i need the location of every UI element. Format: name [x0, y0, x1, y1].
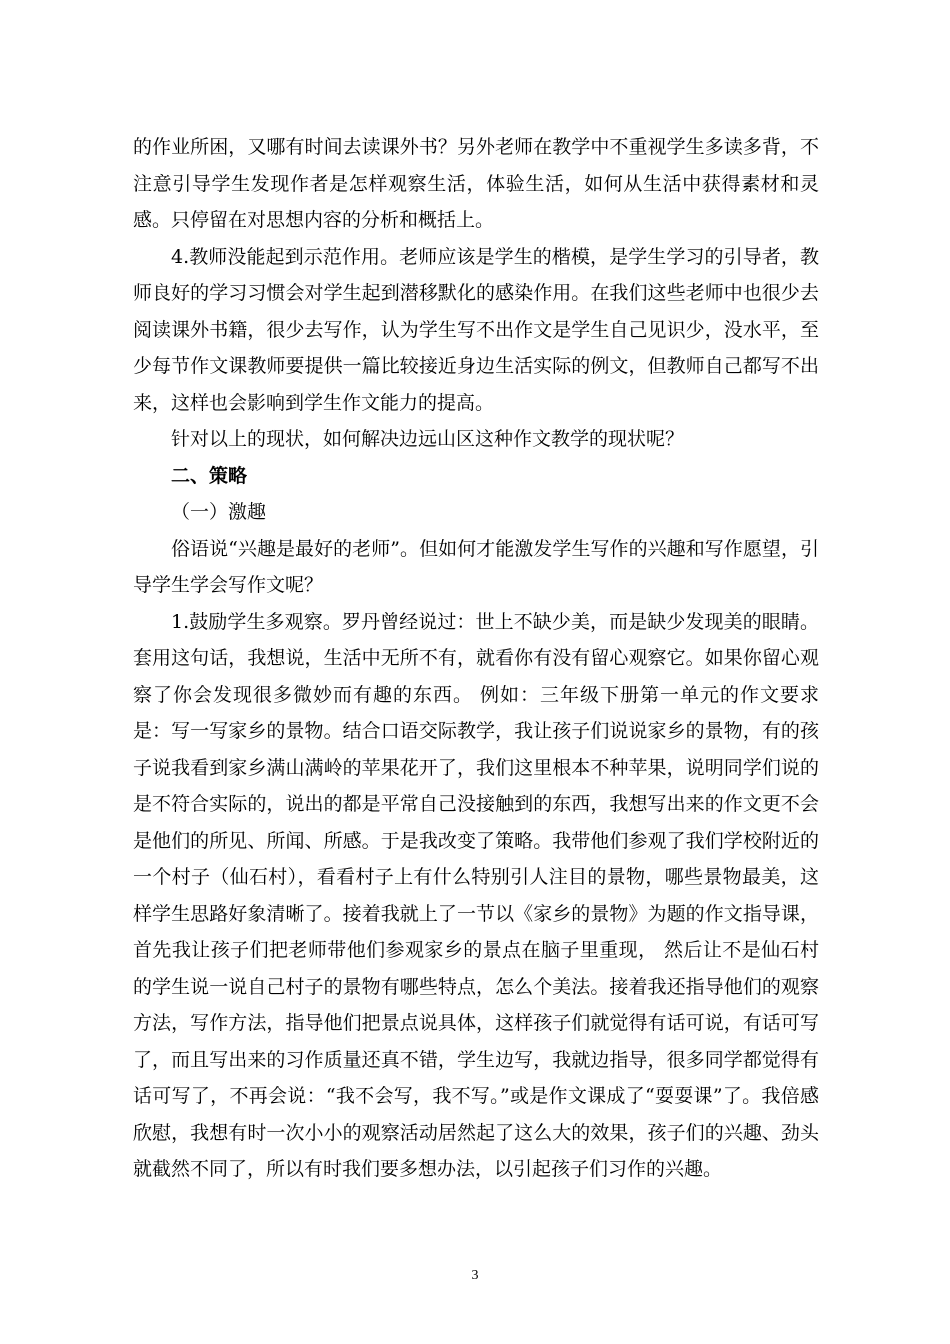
paragraph-continuation: 的作业所困，又哪有时间去读课外书？另外老师在教学中不重视学生多读多背，不注意引导学生发现作者是怎样观察生活，体验生活，如何从生活中获得素材和灵感。只停留在对思想内容的分析和概括上。: [133, 136, 819, 231]
section-heading-strategy: 二、策略: [171, 464, 248, 487]
paragraph-teacher-example: 4.教师没能起到示范作用。老师应该是学生的楷模，是学生学习的引导者，教师良好的学习习惯会对学生起到潜移默化的感染作用。在我们这些老师中也很少去阅读课外书籍，很少去写作，认为学生写不出作文是学生自己见识少，没水平，至少每节作文课教师要提供一篇比较接近身边生活实际的例文，但教师自己都写不出来，这样也会影响到学生作文能力的提高。: [133, 245, 819, 414]
document-body: [133, 129, 819, 1188]
page-number: 3: [471, 1268, 479, 1283]
paragraph-observation: 1.鼓励学生多观察。罗丹曾经说过：世上不缺少美，而是缺少发现美的眼睛。套用这句话，我想说，生活中无所不有，就看你有没有留心观察它。如果你留心观察了你会发现很多微妙而有趣的东西。 例如：三年级下册第一单元的作文要求是：写一写家乡的景物。结合口语交际教学，我让孩子们说说家乡的景物，有的孩子说我看到家乡满山满岭的苹果花开了，我们这里根本不种苹果，说明同学们说的是不符合实际的，说出的都是平常自己没接触到的东西，我想写出来的作文更不会是他们的所见、所闻、所感。于是我改变了策略。我带他们参观了我们学校附近的一个村子（仙石村），看看村子上有什么特别引人注目的景物，哪些景物最美，这样学生思路好象清晰了。接着我就上了一节以《家乡的景物》为题的作文指导课，首先我让孩子们把老师带他们参观家乡的景点在脑子里重现， 然后让不是仙石村的学生说一说自己村子的景物有哪些特点，怎么个美法。接着我还指导他们的观察方法，写作方法，指导他们把景点说具体，这样孩子们就觉得有话可说，有话可写了，而且写出来的习作质量还真不错，学生边写，我就边指导，很多同学都觉得有话可写了，不再会说：“我不会写，我不写。”或是作文课成了“耍耍课”了。我倍感欣慰，我想有时一次小小的观察活动居然起了这么大的效果，孩子们的兴趣、劲头就截然不同了，所以有时我们要多想办法，以引起孩子们习作的兴趣。: [133, 610, 819, 1180]
paragraph-question: 针对以上的现状，如何解决边远山区这种作文教学的现状呢？: [171, 428, 685, 450]
subsection-heading-interest: （一）激趣: [171, 501, 267, 523]
paragraph-proverb: 俗语说“兴趣是最好的老师”。但如何才能激发学生写作的兴趣和写作愿望，引导学生学会写作文呢？: [133, 537, 819, 596]
